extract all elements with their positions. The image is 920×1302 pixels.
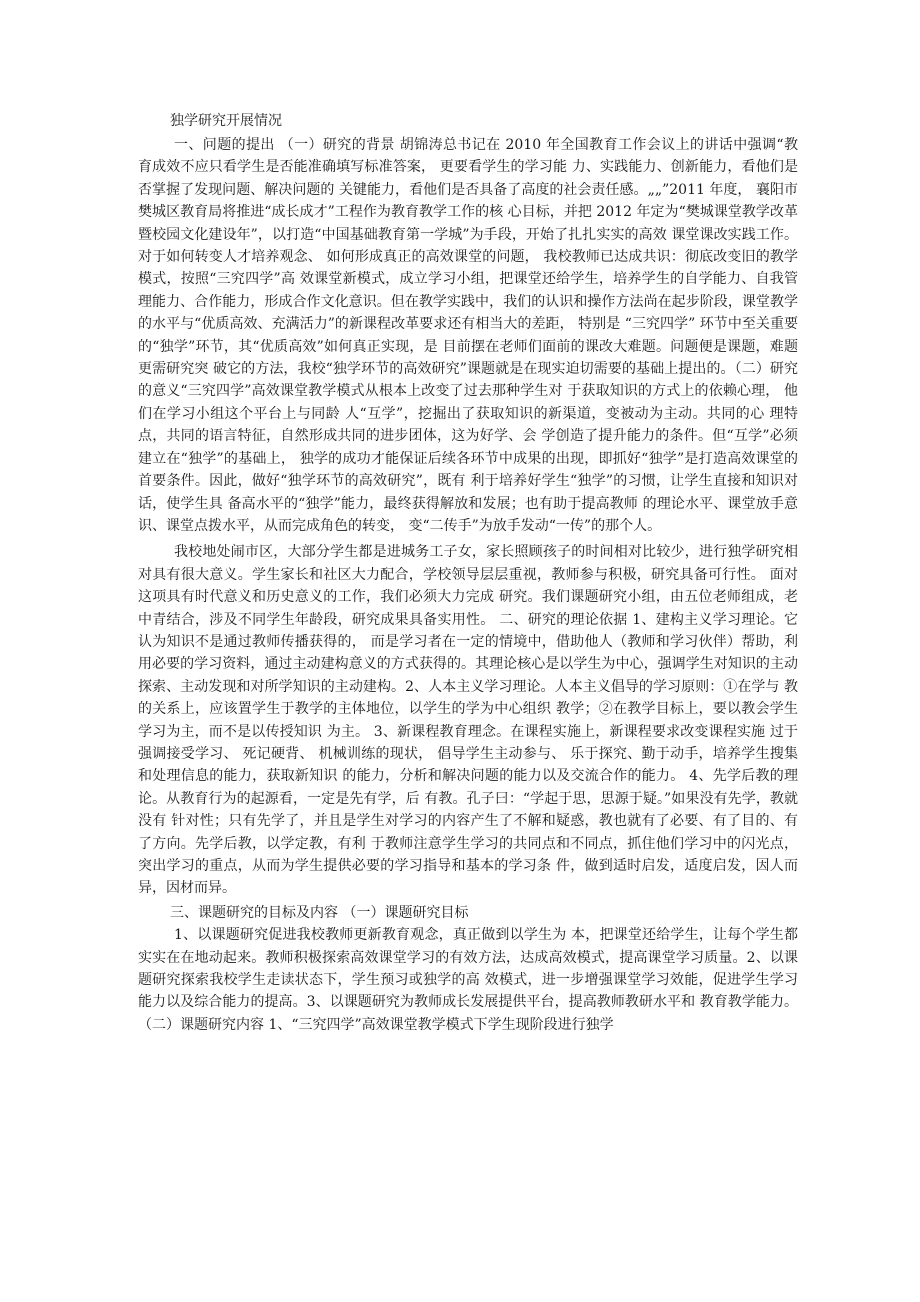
document-page: [138, 110, 798, 1036]
document-title: 独学研究开展情况: [170, 113, 282, 129]
section-heading-goals: 三、课题研究的目标及内容 （一）课题研究目标: [170, 904, 469, 921]
paragraph-goals-content: 1、以课题研究促进我校教师更新教育观念，真正做到以学生为 本，把课堂还给学生，让每个学生都实实在在地动起来。教师积极探索高效课堂学习的有效方法，达成高效模式，提高课堂学习质量。2、以课题研究探索我校学生走读状态下，学生预习或独学的高 效模式，进一步增强课堂学习效能，促进学生学习能力以及综合能力的提高。3、以课题研究为教师成长发展提供平台，提高教师教研水平和 教育教学能力。 （二）课题研究内容 1、“三究四学”高效课堂教学模式下学生现阶段进行独学: [138, 927, 798, 1033]
paragraph-background-significance: 一、问题的提出 （一）研究的背景 胡锦涛总书记在 2010 年全国教育工作会议上的讲话中强调“教 育成效不应只看学生是否能准确填写标准答案， 更要看学生的学习能 力、实践能力、创新能力，看他们是否掌握了发现问题、解决问题的 关键能力，看他们是否具备了高度的社会责任感。„„”2011 年度， 襄阳市樊城区教育局将推进“成长成才”工程作为教育教学工作的核 心目标，并把 2012 年定为“樊城课堂教学改革暨校园文化建设年”，以打造“中国基础教育第一学城”为手段，开始了扎扎实实的高效 课堂课改实践工作。 对于如何转变人才培养观念、 如何形成真正的高效课堂的问题， 我校教师已达成共识：彻底改变旧的教学模式，按照“三究四学”高 效课堂新模式，成立学习小组，把课堂还给学生，培养学生的自学能力、自我管理能力、合作能力，形成合作文化意识。但在教学实践中，我们的认识和操作方法尚在起步阶段，课堂教学的水平与“优质高效、充满活力”的新课程改革要求还有相当大的差距， 特别是 “三究四学” 环节中至关重要的“独学”环节，其“优质高效”如何真正实现，是 目前摆在老师们面前的课改大难题。问题便是课题，难题更需研究突 破它的方法，我校“独学环节的高效研究”课题就是在现实迫切需要的基础上提出的。（二）研究的意义“三究四学”高效课堂教学模式从根本上改变了过去那种学生对 于获取知识的方式上的依赖心理， 他们在学习小组这个平台上与同龄 人“互学”，挖掘出了获取知识的新渠道，变被动为主动。共同的心 理特点，共同的语言特征，自然形成共同的进步团体，这为好学、会 学创造了提升能力的条件。但“互学”必须建立在“独学”的基础上， 独学的成功才能保证后续各环节中成果的出现，即抓好“独学”是打造高效课堂的首要条件。因此，做好“独学环节的高效研究”，既有 利于培养好学生“独学”的习惯，让学生直接和知识对话，使学生具 备高水平的“独学”能力，最终获得解放和发展；也有助于提高教师 的理论水平、课堂放手意识、课堂点拨水平，从而完成角色的转变， 变“二传手”为放手发动“一传”的那个人。: [138, 137, 798, 534]
paragraph-theory-basis: 我校地处闹市区，大部分学生都是进城务工子女，家长照顾孩子的时间相对比较少，进行独学研究相对具有很大意义。学生家长和社区大力配合，学校领导层层重视，教师参与积极，研究具备可行性。 面对这项具有时代意义和历史意义的工作，我们必须大力完成 研究。我们课题研究小组，由五位老师组成，老中青结合，涉及不同学生年龄段，研究成果具备实用性。 二、研究的理论依据 1、建构主义学习理论。它认为知识不是通过教师传播获得的， 而是学习者在一定的情境中，借助他人（教师和学习伙伴）帮助，利 用必要的学习资料，通过主动建构意义的方式获得的。其理论核心是以学生为中心，强调学生对知识的主动探索、主动发现和对所学知识的主动建构。2、人本主义学习理论。人本主义倡导的学习原则：①在学与 教的关系上，应该置学生于教学的主体地位，以学生的学为中心组织 教学；②在教学目标上，要以教会学生学习为主，而不是以传授知识 为主。 3、新课程教育理念。在课程实施上，新课程要求改变课程实施 过于强调接受学习、 死记硬背、 机械训练的现状， 倡导学生主动参与、 乐于探究、勤于动手，培养学生搜集和处理信息的能力，获取新知识 的能力，分析和解决问题的能力以及交流合作的能力。 4、先学后教的理论。从教育行为的起源看，一定是先有学，后 有教。孔子曰：“学起于思，思源于疑。”如果没有先学，教就没有 针对性；只有先学了，并且是学生对学习的内容产生了不解和疑惑，教也就有了必要、有了目的、有了方向。先学后教，以学定教，有利 于教师注意学生学习的共同点和不同点，抓住他们学习中的闪光点， 突出学习的重点，从而为学生提供必要的学习指导和基本的学习条 件，做到适时启发，适度启发，因人而异，因材而异。: [138, 544, 798, 897]
